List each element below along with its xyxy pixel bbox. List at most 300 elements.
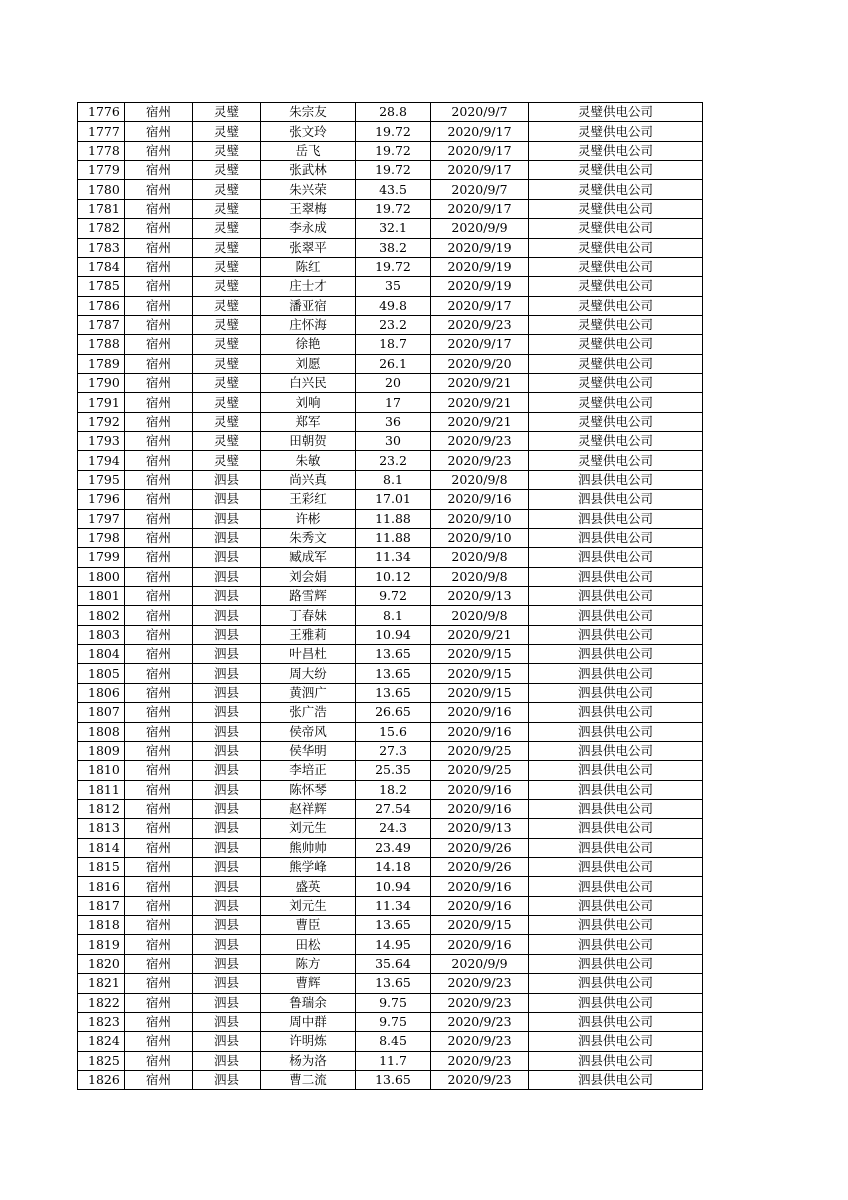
record-id-cell: 1810 (78, 761, 125, 780)
company-cell: 灵璧供电公司 (529, 238, 703, 257)
record-id-cell: 1804 (78, 645, 125, 664)
city-cell: 宿州 (125, 722, 193, 741)
county-cell: 泗县 (193, 974, 261, 993)
county-cell: 泗县 (193, 567, 261, 586)
company-cell: 泗县供电公司 (529, 780, 703, 799)
date-cell: 2020/9/25 (431, 741, 529, 760)
record-id-cell: 1826 (78, 1070, 125, 1089)
county-cell: 泗县 (193, 954, 261, 973)
record-id-cell: 1776 (78, 103, 125, 122)
table-row (78, 1032, 703, 1051)
company-cell: 泗县供电公司 (529, 1070, 703, 1089)
record-id-cell: 1805 (78, 664, 125, 683)
city-cell: 宿州 (125, 1012, 193, 1031)
record-id-cell: 1796 (78, 490, 125, 509)
table-row (78, 799, 703, 818)
table-row (78, 780, 703, 799)
amount-cell: 11.88 (356, 509, 431, 528)
city-cell: 宿州 (125, 141, 193, 160)
record-id-cell: 1789 (78, 354, 125, 373)
company-cell: 灵璧供电公司 (529, 257, 703, 276)
date-cell: 2020/9/17 (431, 199, 529, 218)
company-cell: 泗县供电公司 (529, 625, 703, 644)
table-row (78, 916, 703, 935)
record-id-cell: 1806 (78, 683, 125, 702)
name-cell: 王翠梅 (261, 199, 356, 218)
city-cell: 宿州 (125, 180, 193, 199)
county-cell: 灵璧 (193, 374, 261, 393)
date-cell: 2020/9/8 (431, 606, 529, 625)
amount-cell: 13.65 (356, 916, 431, 935)
table-row (78, 567, 703, 586)
date-cell: 2020/9/23 (431, 451, 529, 470)
amount-cell: 20 (356, 374, 431, 393)
company-cell: 泗县供电公司 (529, 509, 703, 528)
table-row (78, 393, 703, 412)
amount-cell: 11.88 (356, 528, 431, 547)
company-cell: 泗县供电公司 (529, 935, 703, 954)
city-cell: 宿州 (125, 935, 193, 954)
record-id-cell: 1803 (78, 625, 125, 644)
table-row (78, 606, 703, 625)
amount-cell: 13.65 (356, 683, 431, 702)
table-row (78, 1012, 703, 1031)
county-cell: 泗县 (193, 896, 261, 915)
name-cell: 路雪辉 (261, 586, 356, 605)
company-cell: 泗县供电公司 (529, 838, 703, 857)
name-cell: 曹辉 (261, 974, 356, 993)
record-id-cell: 1782 (78, 219, 125, 238)
county-cell: 泗县 (193, 470, 261, 489)
record-id-cell: 1794 (78, 451, 125, 470)
amount-cell: 32.1 (356, 219, 431, 238)
date-cell: 2020/9/16 (431, 877, 529, 896)
city-cell: 宿州 (125, 780, 193, 799)
name-cell: 张广浩 (261, 703, 356, 722)
table-row (78, 122, 703, 141)
record-id-cell: 1784 (78, 257, 125, 276)
record-id-cell: 1824 (78, 1032, 125, 1051)
record-id-cell: 1807 (78, 703, 125, 722)
company-cell: 泗县供电公司 (529, 722, 703, 741)
city-cell: 宿州 (125, 161, 193, 180)
amount-cell: 19.72 (356, 141, 431, 160)
record-id-cell: 1811 (78, 780, 125, 799)
table-row (78, 974, 703, 993)
record-id-cell: 1798 (78, 528, 125, 547)
city-cell: 宿州 (125, 916, 193, 935)
table-row (78, 896, 703, 915)
date-cell: 2020/9/26 (431, 838, 529, 857)
company-cell: 灵璧供电公司 (529, 180, 703, 199)
amount-cell: 11.34 (356, 896, 431, 915)
amount-cell: 19.72 (356, 257, 431, 276)
city-cell: 宿州 (125, 103, 193, 122)
record-id-cell: 1791 (78, 393, 125, 412)
city-cell: 宿州 (125, 528, 193, 547)
company-cell: 泗县供电公司 (529, 741, 703, 760)
company-cell: 泗县供电公司 (529, 916, 703, 935)
table-row (78, 180, 703, 199)
amount-cell: 14.95 (356, 935, 431, 954)
name-cell: 丁春妹 (261, 606, 356, 625)
county-cell: 泗县 (193, 1070, 261, 1089)
name-cell: 陈怀琴 (261, 780, 356, 799)
county-cell: 泗县 (193, 916, 261, 935)
company-cell: 泗县供电公司 (529, 761, 703, 780)
company-cell: 灵璧供电公司 (529, 161, 703, 180)
company-cell: 泗县供电公司 (529, 954, 703, 973)
county-cell: 泗县 (193, 877, 261, 896)
amount-cell: 10.94 (356, 625, 431, 644)
table-row (78, 645, 703, 664)
county-cell: 灵璧 (193, 393, 261, 412)
city-cell: 宿州 (125, 548, 193, 567)
name-cell: 张文玲 (261, 122, 356, 141)
record-id-cell: 1780 (78, 180, 125, 199)
record-id-cell: 1815 (78, 858, 125, 877)
company-cell: 泗县供电公司 (529, 703, 703, 722)
county-cell: 泗县 (193, 490, 261, 509)
county-cell: 灵璧 (193, 161, 261, 180)
table-row (78, 296, 703, 315)
date-cell: 2020/9/25 (431, 761, 529, 780)
company-cell: 灵璧供电公司 (529, 374, 703, 393)
name-cell: 尚兴真 (261, 470, 356, 489)
record-id-cell: 1812 (78, 799, 125, 818)
name-cell: 田朝贺 (261, 432, 356, 451)
date-cell: 2020/9/16 (431, 935, 529, 954)
name-cell: 曹臣 (261, 916, 356, 935)
table-row (78, 470, 703, 489)
date-cell: 2020/9/23 (431, 1070, 529, 1089)
date-cell: 2020/9/21 (431, 412, 529, 431)
city-cell: 宿州 (125, 819, 193, 838)
date-cell: 2020/9/13 (431, 586, 529, 605)
company-cell: 泗县供电公司 (529, 664, 703, 683)
county-cell: 泗县 (193, 528, 261, 547)
table-row (78, 257, 703, 276)
record-id-cell: 1816 (78, 877, 125, 896)
city-cell: 宿州 (125, 238, 193, 257)
name-cell: 侯帝风 (261, 722, 356, 741)
table-row (78, 103, 703, 122)
company-cell: 灵璧供电公司 (529, 122, 703, 141)
table-row (78, 528, 703, 547)
date-cell: 2020/9/19 (431, 257, 529, 276)
name-cell: 刘愿 (261, 354, 356, 373)
amount-cell: 8.45 (356, 1032, 431, 1051)
table-row (78, 199, 703, 218)
city-cell: 宿州 (125, 277, 193, 296)
table-row (78, 877, 703, 896)
date-cell: 2020/9/23 (431, 432, 529, 451)
record-id-cell: 1778 (78, 141, 125, 160)
table-row (78, 238, 703, 257)
name-cell: 臧成军 (261, 548, 356, 567)
table-row (78, 141, 703, 160)
record-id-cell: 1786 (78, 296, 125, 315)
record-id-cell: 1787 (78, 315, 125, 334)
record-id-cell: 1799 (78, 548, 125, 567)
company-cell: 灵璧供电公司 (529, 141, 703, 160)
city-cell: 宿州 (125, 470, 193, 489)
date-cell: 2020/9/17 (431, 161, 529, 180)
county-cell: 灵璧 (193, 451, 261, 470)
name-cell: 叶昌杜 (261, 645, 356, 664)
county-cell: 泗县 (193, 722, 261, 741)
table-row (78, 277, 703, 296)
company-cell: 泗县供电公司 (529, 1032, 703, 1051)
amount-cell: 14.18 (356, 858, 431, 877)
amount-cell: 30 (356, 432, 431, 451)
record-id-cell: 1801 (78, 586, 125, 605)
city-cell: 宿州 (125, 606, 193, 625)
amount-cell: 25.35 (356, 761, 431, 780)
name-cell: 鲁瑞余 (261, 993, 356, 1012)
city-cell: 宿州 (125, 993, 193, 1012)
company-cell: 灵璧供电公司 (529, 451, 703, 470)
name-cell: 张武林 (261, 161, 356, 180)
county-cell: 泗县 (193, 606, 261, 625)
county-cell: 泗县 (193, 799, 261, 818)
name-cell: 张翠平 (261, 238, 356, 257)
name-cell: 许彬 (261, 509, 356, 528)
county-cell: 灵璧 (193, 296, 261, 315)
city-cell: 宿州 (125, 703, 193, 722)
amount-cell: 10.12 (356, 567, 431, 586)
name-cell: 陈方 (261, 954, 356, 973)
company-cell: 泗县供电公司 (529, 490, 703, 509)
date-cell: 2020/9/16 (431, 896, 529, 915)
county-cell: 泗县 (193, 858, 261, 877)
county-cell: 泗县 (193, 703, 261, 722)
county-cell: 灵璧 (193, 238, 261, 257)
county-cell: 泗县 (193, 741, 261, 760)
name-cell: 刘元生 (261, 896, 356, 915)
company-cell: 泗县供电公司 (529, 974, 703, 993)
name-cell: 朱宗友 (261, 103, 356, 122)
date-cell: 2020/9/23 (431, 315, 529, 334)
date-cell: 2020/9/19 (431, 277, 529, 296)
amount-cell: 19.72 (356, 122, 431, 141)
company-cell: 灵璧供电公司 (529, 296, 703, 315)
county-cell: 灵璧 (193, 412, 261, 431)
county-cell: 泗县 (193, 1012, 261, 1031)
amount-cell: 28.8 (356, 103, 431, 122)
date-cell: 2020/9/23 (431, 1012, 529, 1031)
date-cell: 2020/9/19 (431, 238, 529, 257)
county-cell: 灵璧 (193, 277, 261, 296)
county-cell: 灵璧 (193, 432, 261, 451)
name-cell: 周大纷 (261, 664, 356, 683)
name-cell: 陈红 (261, 257, 356, 276)
city-cell: 宿州 (125, 1070, 193, 1089)
county-cell: 灵璧 (193, 141, 261, 160)
record-id-cell: 1781 (78, 199, 125, 218)
county-cell: 泗县 (193, 780, 261, 799)
name-cell: 白兴民 (261, 374, 356, 393)
amount-cell: 19.72 (356, 161, 431, 180)
amount-cell: 17.01 (356, 490, 431, 509)
company-cell: 泗县供电公司 (529, 606, 703, 625)
date-cell: 2020/9/23 (431, 993, 529, 1012)
date-cell: 2020/9/21 (431, 374, 529, 393)
company-cell: 泗县供电公司 (529, 528, 703, 547)
amount-cell: 9.75 (356, 1012, 431, 1031)
amount-cell: 38.2 (356, 238, 431, 257)
date-cell: 2020/9/7 (431, 180, 529, 199)
date-cell: 2020/9/16 (431, 799, 529, 818)
county-cell: 灵璧 (193, 354, 261, 373)
table-row (78, 548, 703, 567)
date-cell: 2020/9/8 (431, 470, 529, 489)
data-table (77, 102, 703, 1090)
date-cell: 2020/9/16 (431, 703, 529, 722)
date-cell: 2020/9/15 (431, 645, 529, 664)
name-cell: 李永成 (261, 219, 356, 238)
name-cell: 田松 (261, 935, 356, 954)
amount-cell: 23.2 (356, 451, 431, 470)
table-row (78, 161, 703, 180)
date-cell: 2020/9/7 (431, 103, 529, 122)
company-cell: 灵璧供电公司 (529, 103, 703, 122)
name-cell: 朱兴荣 (261, 180, 356, 199)
date-cell: 2020/9/20 (431, 354, 529, 373)
city-cell: 宿州 (125, 877, 193, 896)
county-cell: 灵璧 (193, 257, 261, 276)
date-cell: 2020/9/8 (431, 548, 529, 567)
company-cell: 灵璧供电公司 (529, 412, 703, 431)
date-cell: 2020/9/17 (431, 141, 529, 160)
county-cell: 泗县 (193, 993, 261, 1012)
amount-cell: 35.64 (356, 954, 431, 973)
company-cell: 泗县供电公司 (529, 896, 703, 915)
name-cell: 王彩红 (261, 490, 356, 509)
company-cell: 泗县供电公司 (529, 799, 703, 818)
city-cell: 宿州 (125, 432, 193, 451)
table-row (78, 819, 703, 838)
name-cell: 赵祥辉 (261, 799, 356, 818)
date-cell: 2020/9/15 (431, 664, 529, 683)
name-cell: 徐艳 (261, 335, 356, 354)
table-row (78, 335, 703, 354)
city-cell: 宿州 (125, 896, 193, 915)
record-id-cell: 1779 (78, 161, 125, 180)
record-id-cell: 1797 (78, 509, 125, 528)
table-row (78, 374, 703, 393)
county-cell: 泗县 (193, 1032, 261, 1051)
county-cell: 泗县 (193, 509, 261, 528)
date-cell: 2020/9/10 (431, 528, 529, 547)
city-cell: 宿州 (125, 393, 193, 412)
company-cell: 泗县供电公司 (529, 548, 703, 567)
city-cell: 宿州 (125, 954, 193, 973)
company-cell: 泗县供电公司 (529, 470, 703, 489)
city-cell: 宿州 (125, 374, 193, 393)
city-cell: 宿州 (125, 257, 193, 276)
amount-cell: 9.75 (356, 993, 431, 1012)
name-cell: 许明炼 (261, 1032, 356, 1051)
amount-cell: 10.94 (356, 877, 431, 896)
county-cell: 灵璧 (193, 335, 261, 354)
name-cell: 盛英 (261, 877, 356, 896)
name-cell: 庄怀海 (261, 315, 356, 334)
amount-cell: 13.65 (356, 1070, 431, 1089)
city-cell: 宿州 (125, 858, 193, 877)
city-cell: 宿州 (125, 219, 193, 238)
city-cell: 宿州 (125, 761, 193, 780)
company-cell: 灵璧供电公司 (529, 199, 703, 218)
city-cell: 宿州 (125, 799, 193, 818)
company-cell: 灵璧供电公司 (529, 315, 703, 334)
name-cell: 黄泗广 (261, 683, 356, 702)
company-cell: 泗县供电公司 (529, 819, 703, 838)
record-id-cell: 1788 (78, 335, 125, 354)
city-cell: 宿州 (125, 199, 193, 218)
name-cell: 朱秀文 (261, 528, 356, 547)
name-cell: 岳飞 (261, 141, 356, 160)
city-cell: 宿州 (125, 1032, 193, 1051)
city-cell: 宿州 (125, 664, 193, 683)
amount-cell: 8.1 (356, 606, 431, 625)
table-row (78, 741, 703, 760)
company-cell: 灵璧供电公司 (529, 277, 703, 296)
date-cell: 2020/9/16 (431, 722, 529, 741)
amount-cell: 9.72 (356, 586, 431, 605)
amount-cell: 35 (356, 277, 431, 296)
company-cell: 泗县供电公司 (529, 858, 703, 877)
amount-cell: 49.8 (356, 296, 431, 315)
county-cell: 泗县 (193, 1051, 261, 1070)
table-row (78, 354, 703, 373)
county-cell: 灵璧 (193, 315, 261, 334)
name-cell: 杨为洛 (261, 1051, 356, 1070)
table-row (78, 451, 703, 470)
company-cell: 泗县供电公司 (529, 1051, 703, 1070)
amount-cell: 18.7 (356, 335, 431, 354)
name-cell: 刘元生 (261, 819, 356, 838)
amount-cell: 27.3 (356, 741, 431, 760)
record-id-cell: 1793 (78, 432, 125, 451)
date-cell: 2020/9/8 (431, 567, 529, 586)
amount-cell: 17 (356, 393, 431, 412)
record-id-cell: 1814 (78, 838, 125, 857)
table-row (78, 935, 703, 954)
record-id-cell: 1825 (78, 1051, 125, 1070)
table-row (78, 838, 703, 857)
name-cell: 刘响 (261, 393, 356, 412)
date-cell: 2020/9/23 (431, 974, 529, 993)
city-cell: 宿州 (125, 683, 193, 702)
amount-cell: 18.2 (356, 780, 431, 799)
name-cell: 王雅莉 (261, 625, 356, 644)
company-cell: 灵璧供电公司 (529, 432, 703, 451)
table-row (78, 1051, 703, 1070)
city-cell: 宿州 (125, 567, 193, 586)
date-cell: 2020/9/17 (431, 335, 529, 354)
table-row (78, 586, 703, 605)
amount-cell: 13.65 (356, 645, 431, 664)
name-cell: 熊学峰 (261, 858, 356, 877)
city-cell: 宿州 (125, 838, 193, 857)
date-cell: 2020/9/23 (431, 1051, 529, 1070)
date-cell: 2020/9/9 (431, 954, 529, 973)
record-id-cell: 1777 (78, 122, 125, 141)
date-cell: 2020/9/15 (431, 683, 529, 702)
city-cell: 宿州 (125, 625, 193, 644)
county-cell: 泗县 (193, 683, 261, 702)
